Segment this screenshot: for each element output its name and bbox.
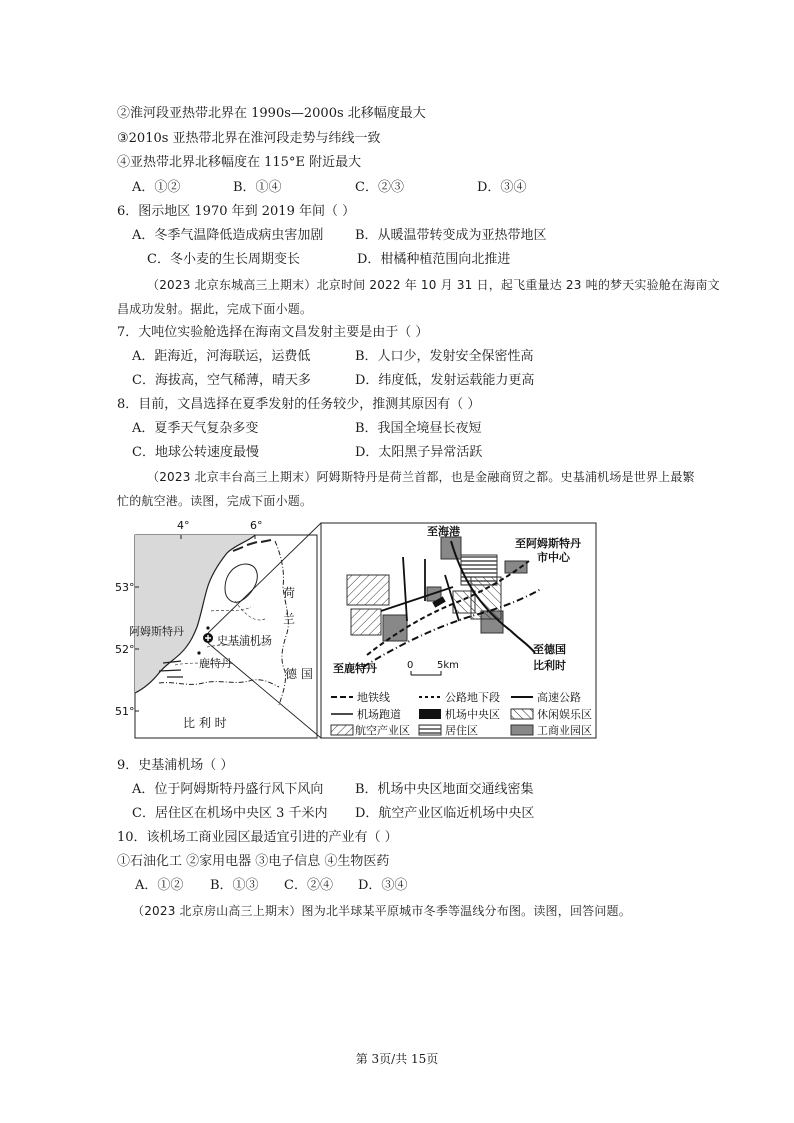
preamble-1-line-2: 昌成功发射。据此，完成下面小题。	[117, 302, 313, 316]
q9-option-a: A．位于阿姆斯特丹盛行风下风向	[132, 782, 324, 797]
detail-to-ams-1: 至阿姆斯特丹	[515, 537, 581, 550]
scale-0: 0	[407, 660, 414, 671]
q10-option-b: B．①③	[210, 878, 259, 893]
lon-6-label: 6°	[250, 519, 263, 532]
legend-center: 机场中央区	[445, 708, 500, 721]
q10-statements: ①石油化工 ②家用电器 ③电子信息 ④生物医药	[117, 854, 390, 869]
detail-to-port: 至海港	[427, 525, 460, 538]
q9-stem: 9．史基浦机场（ ）	[117, 758, 234, 773]
detail-to-ams-2: 市中心	[537, 551, 570, 564]
preamble-1-line-1: （2023 北京东城高三上期末）北京时间 2022 年 10 月 31 日，起飞重量达 23 吨的梦天实验舱在海南文	[147, 278, 720, 292]
detail-to-germany: 至德国	[533, 643, 566, 656]
q5-option-c: C．②③	[355, 180, 404, 195]
q10-option-c: C．②④	[284, 878, 333, 893]
statement-4: ④亚热带北界北移幅度在 115°E 附近最大	[117, 155, 362, 170]
q6-option-c: C．冬小麦的生长周期变长	[147, 252, 300, 267]
q7-option-b: B．人口少，发射安全保密性高	[355, 349, 534, 364]
q9-option-b: B．机场中央区地面交通线密集	[355, 782, 534, 797]
q9-option-d: D．航空产业区临近机场中央区	[355, 806, 535, 821]
q7-option-c: C．海拔高，空气稀薄，晴天多	[132, 373, 311, 388]
legend-highway: 高速公路	[537, 691, 581, 704]
q10-stem: 10．该机场工商业园区最适宜引进的产业有（ ）	[117, 830, 398, 845]
zone-aviation-2	[351, 609, 381, 635]
legend-leisure: 休闲娱乐区	[537, 708, 592, 721]
lat-51-label: 51°	[115, 705, 135, 718]
amsterdam-dot	[206, 626, 209, 629]
label-schiphol: 史基浦机场	[217, 634, 272, 647]
rotterdam-dot	[197, 651, 200, 654]
q7-option-a: A．距海近，河海联运，运费低	[132, 349, 311, 364]
legend-aviation: 航空产业区	[355, 724, 410, 737]
q6-option-d: D．柑橘种植范围向北推进	[357, 252, 511, 267]
label-germany: 德 国	[285, 667, 313, 681]
zone-aviation-1	[347, 575, 389, 605]
preamble-2-line-1: （2023 北京丰台高三上期末）阿姆斯特丹是荷兰首都，也是金融商贸之都。史基浦机场是世界上最繁	[147, 470, 695, 484]
lon-4-label: 4°	[177, 519, 190, 532]
lat-53-label: 53°	[115, 581, 135, 594]
statement-2: ②淮河段亚热带北界在 1990s—2000s 北移幅度最大	[117, 106, 426, 121]
legend-runway: 机场跑道	[357, 708, 401, 721]
preamble-2-line-2: 忙的航空港。读图，完成下面小题。	[117, 494, 313, 508]
q8-option-a: A．夏季天气复杂多变	[132, 421, 259, 436]
legend-metro: 地铁线	[357, 691, 390, 704]
lat-52-label: 52°	[115, 643, 135, 656]
statement-3: ③2010s 亚热带北界在淮河段走势与纬线一致	[117, 131, 381, 146]
label-belgium: 比 利 时	[183, 716, 227, 730]
q7-option-d: D．纬度低，发射运载能力更高	[355, 373, 535, 388]
q10-option-a: A．①②	[135, 878, 184, 893]
q8-stem: 8．目前，文昌选择在夏季发射的任务较少，推测其原因有（ ）	[117, 397, 481, 412]
zone-industrial-2	[383, 615, 407, 641]
legend-industrial: 工商业园区	[537, 724, 592, 737]
legend-tunnel: 公路地下段	[445, 691, 500, 704]
netherlands-map-figure	[115, 515, 600, 745]
label-he: 荷	[283, 586, 296, 600]
detail-to-rotterdam: 至鹿特丹	[333, 662, 377, 675]
scale-5km: 5km	[437, 660, 459, 671]
q10-option-d: D．③④	[358, 878, 408, 893]
q5-option-d: D．③④	[477, 180, 527, 195]
q5-option-b: B．①④	[233, 180, 282, 195]
q6-stem: 6．图示地区 1970 年到 2019 年间（ ）	[117, 204, 356, 219]
q8-option-c: C．地球公转速度最慢	[132, 445, 259, 460]
preamble-3: （2023 北京房山高三上期末）图为北半球某平原城市冬季等温线分布图。读图，回答问题。	[132, 904, 631, 918]
label-rotterdam: 鹿特丹	[199, 657, 232, 670]
q9-option-c: C．居住区在机场中央区 3 千米内	[132, 806, 328, 821]
label-amsterdam: 阿姆斯特丹	[129, 625, 184, 638]
label-lan: 兰	[283, 612, 296, 626]
legend-residential: 居住区	[445, 724, 478, 737]
q5-option-a: A．①②	[132, 180, 181, 195]
q6-option-a: A．冬季气温降低造成病虫害加剧	[132, 228, 324, 243]
zone-industrial-1	[441, 537, 461, 559]
page-footer: 第 3页/共 15页	[355, 1052, 439, 1066]
q6-option-b: B．从暖温带转变成为亚热带地区	[355, 228, 547, 243]
q8-option-b: B．我国全境昼长夜短	[355, 421, 482, 436]
q7-stem: 7．大吨位实验舱选择在海南文昌发射主要是由于（ ）	[117, 325, 429, 340]
q8-option-d: D．太阳黑子异常活跃	[355, 445, 483, 460]
detail-to-belgium: 比利时	[533, 659, 566, 672]
